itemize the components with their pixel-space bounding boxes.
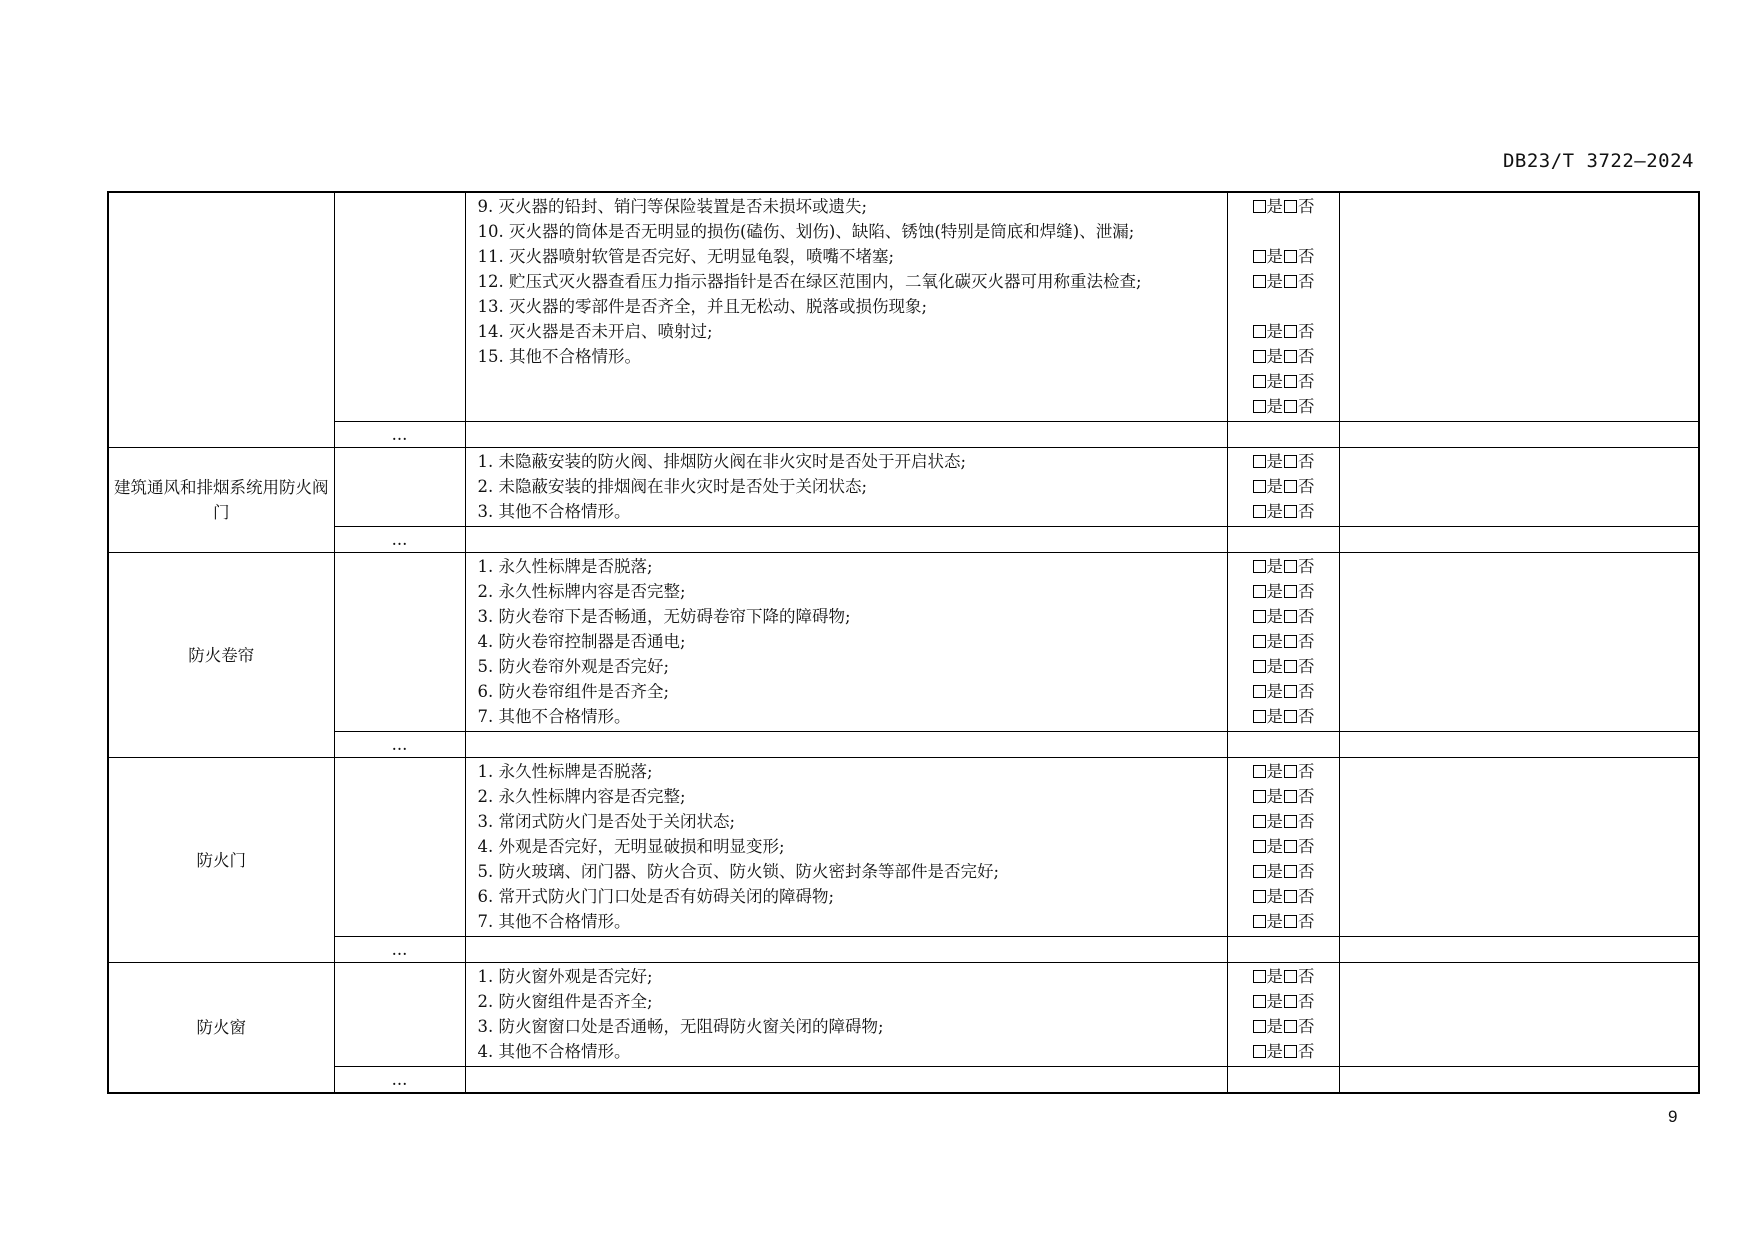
yes-checkbox[interactable]	[1253, 915, 1266, 928]
yes-checkbox[interactable]	[1253, 1045, 1266, 1058]
blank-remarks-cell	[1339, 732, 1699, 758]
yes-checkbox[interactable]	[1253, 200, 1266, 213]
no-checkbox[interactable]	[1284, 635, 1297, 648]
yes-label: 是	[1266, 837, 1283, 856]
yes-checkbox[interactable]	[1253, 250, 1266, 263]
no-label: 否	[1298, 397, 1315, 416]
yes-checkbox[interactable]	[1253, 375, 1266, 388]
yes-label: 是	[1266, 992, 1283, 1011]
yes-no-option	[1228, 449, 1339, 474]
yes-checkbox[interactable]	[1253, 765, 1266, 778]
no-label: 否	[1298, 452, 1315, 471]
yes-no-option	[1228, 859, 1339, 884]
yes-checkbox[interactable]	[1253, 480, 1266, 493]
yes-checkbox[interactable]	[1253, 400, 1266, 413]
yes-no-option	[1228, 194, 1339, 219]
no-checkbox[interactable]	[1284, 275, 1297, 288]
no-label: 否	[1298, 347, 1315, 366]
subitem-ellipsis: ...	[334, 527, 465, 553]
no-checkbox[interactable]	[1284, 995, 1297, 1008]
yes-label: 是	[1266, 762, 1283, 781]
no-checkbox[interactable]	[1284, 765, 1297, 778]
inspection-item: 11. 灭火器喷射软管是否完好、无明显龟裂，喷嘴不堵塞;	[477, 247, 895, 266]
yes-no-option	[1228, 1039, 1339, 1064]
no-label: 否	[1298, 372, 1315, 391]
ellipsis-row	[108, 527, 1699, 553]
section-row	[108, 448, 1699, 527]
yes-label: 是	[1266, 812, 1283, 831]
category-cell: 防火窗	[108, 963, 334, 1094]
no-label: 否	[1298, 967, 1315, 986]
option-spacer	[1228, 294, 1339, 319]
yes-label: 是	[1266, 322, 1283, 341]
no-checkbox[interactable]	[1284, 890, 1297, 903]
no-label: 否	[1298, 887, 1315, 906]
result-options-cell	[1227, 553, 1339, 732]
no-checkbox[interactable]	[1284, 915, 1297, 928]
yes-label: 是	[1266, 582, 1283, 601]
blank-options-cell	[1227, 422, 1339, 448]
no-checkbox[interactable]	[1284, 505, 1297, 518]
yes-label: 是	[1266, 632, 1283, 651]
inspection-items-cell	[465, 192, 1227, 422]
inspection-item: 12. 贮压式灭火器查看压力指示器指针是否在绿区范围内，二氧化碳灭火器可用称重法检查;	[477, 272, 1142, 291]
yes-label: 是	[1266, 607, 1283, 626]
section-row	[108, 963, 1699, 1067]
no-label: 否	[1298, 632, 1315, 651]
subitem-cell	[334, 192, 465, 422]
category-cell: 防火门	[108, 758, 334, 963]
inspection-item: 7. 其他不合格情形。	[477, 707, 631, 726]
yes-checkbox[interactable]	[1253, 995, 1266, 1008]
inspection-item: 3. 防火窗窗口处是否通畅，无阻碍防火窗关闭的障碍物;	[477, 1017, 884, 1036]
yes-no-option	[1228, 834, 1339, 859]
no-checkbox[interactable]	[1284, 350, 1297, 363]
page-number: 9	[1668, 1107, 1678, 1126]
inspection-item: 1. 永久性标牌是否脱落;	[477, 557, 653, 576]
inspection-item: 7. 其他不合格情形。	[477, 912, 631, 931]
inspection-item: 3. 常闭式防火门是否处于关闭状态;	[477, 812, 736, 831]
yes-checkbox[interactable]	[1253, 865, 1266, 878]
yes-checkbox[interactable]	[1253, 610, 1266, 623]
yes-label: 是	[1266, 452, 1283, 471]
option-spacer	[1228, 219, 1339, 244]
yes-label: 是	[1266, 1042, 1283, 1061]
yes-label: 是	[1266, 862, 1283, 881]
yes-no-option	[1228, 884, 1339, 909]
blank-remarks-cell	[1339, 527, 1699, 553]
yes-label: 是	[1266, 657, 1283, 676]
category-cell: 防火卷帘	[108, 553, 334, 758]
no-checkbox[interactable]	[1284, 250, 1297, 263]
no-label: 否	[1298, 247, 1315, 266]
subitem-ellipsis: ...	[334, 732, 465, 758]
yes-label: 是	[1266, 477, 1283, 496]
yes-no-option	[1228, 579, 1339, 604]
checklist-body	[108, 192, 1699, 1093]
yes-no-option	[1228, 344, 1339, 369]
inspection-item: 2. 未隐蔽安装的排烟阀在非火灾时是否处于关闭状态;	[477, 477, 868, 496]
no-checkbox[interactable]	[1284, 790, 1297, 803]
remarks-cell	[1339, 192, 1699, 422]
yes-checkbox[interactable]	[1253, 840, 1266, 853]
no-checkbox[interactable]	[1284, 710, 1297, 723]
no-label: 否	[1298, 837, 1315, 856]
inspection-item: 1. 未隐蔽安装的防火阀、排烟防火阀在非火灾时是否处于开启状态;	[477, 452, 967, 471]
ellipsis-row	[108, 1067, 1699, 1094]
yes-label: 是	[1266, 397, 1283, 416]
no-checkbox[interactable]	[1284, 1045, 1297, 1058]
inspection-item: 3. 防火卷帘下是否畅通，无妨碍卷帘下降的障碍物;	[477, 607, 851, 626]
no-checkbox[interactable]	[1284, 375, 1297, 388]
no-label: 否	[1298, 272, 1315, 291]
no-label: 否	[1298, 862, 1315, 881]
no-label: 否	[1298, 812, 1315, 831]
no-checkbox[interactable]	[1284, 200, 1297, 213]
yes-label: 是	[1266, 887, 1283, 906]
no-checkbox[interactable]	[1284, 1020, 1297, 1033]
yes-checkbox[interactable]	[1253, 660, 1266, 673]
no-label: 否	[1298, 197, 1315, 216]
no-checkbox[interactable]	[1284, 560, 1297, 573]
no-checkbox[interactable]	[1284, 455, 1297, 468]
inspection-item: 2. 永久性标牌内容是否完整;	[477, 787, 686, 806]
yes-checkbox[interactable]	[1253, 455, 1266, 468]
no-label: 否	[1298, 787, 1315, 806]
yes-no-option	[1228, 394, 1339, 419]
yes-checkbox[interactable]	[1253, 890, 1266, 903]
yes-checkbox[interactable]	[1253, 710, 1266, 723]
document-code: DB23/T 3722—2024	[1502, 150, 1694, 172]
no-checkbox[interactable]	[1284, 480, 1297, 493]
no-label: 否	[1298, 607, 1315, 626]
yes-no-option	[1228, 319, 1339, 344]
no-checkbox[interactable]	[1284, 970, 1297, 983]
yes-checkbox[interactable]	[1253, 970, 1266, 983]
yes-no-option	[1228, 989, 1339, 1014]
subitem-cell	[334, 963, 465, 1067]
yes-checkbox[interactable]	[1253, 275, 1266, 288]
yes-label: 是	[1266, 1017, 1283, 1036]
inspection-items-cell	[465, 963, 1227, 1067]
no-checkbox[interactable]	[1284, 685, 1297, 698]
result-options-cell	[1227, 963, 1339, 1067]
subitem-cell	[334, 758, 465, 937]
yes-label: 是	[1266, 247, 1283, 266]
no-label: 否	[1298, 322, 1315, 341]
yes-label: 是	[1266, 502, 1283, 521]
no-checkbox[interactable]	[1284, 400, 1297, 413]
yes-checkbox[interactable]	[1253, 790, 1266, 803]
blank-items-cell	[465, 527, 1227, 553]
inspection-items-cell	[465, 553, 1227, 732]
no-label: 否	[1298, 1017, 1315, 1036]
no-label: 否	[1298, 477, 1315, 496]
yes-checkbox[interactable]	[1253, 685, 1266, 698]
yes-no-option	[1228, 784, 1339, 809]
yes-no-option	[1228, 759, 1339, 784]
inspection-item: 3. 其他不合格情形。	[477, 502, 631, 521]
yes-label: 是	[1266, 347, 1283, 366]
inspection-item: 4. 外观是否完好，无明显破损和明显变形;	[477, 837, 785, 856]
yes-no-option	[1228, 369, 1339, 394]
yes-no-option	[1228, 809, 1339, 834]
subitem-ellipsis: ...	[334, 937, 465, 963]
remarks-cell	[1339, 963, 1699, 1067]
inspection-items-cell	[465, 448, 1227, 527]
yes-no-option	[1228, 269, 1339, 294]
subitem-cell	[334, 553, 465, 732]
yes-checkbox[interactable]	[1253, 585, 1266, 598]
no-label: 否	[1298, 682, 1315, 701]
no-label: 否	[1298, 657, 1315, 676]
yes-no-option	[1228, 909, 1339, 934]
yes-no-option	[1228, 474, 1339, 499]
yes-no-option	[1228, 654, 1339, 679]
no-label: 否	[1298, 762, 1315, 781]
yes-label: 是	[1266, 682, 1283, 701]
no-label: 否	[1298, 707, 1315, 726]
yes-label: 是	[1266, 912, 1283, 931]
blank-options-cell	[1227, 527, 1339, 553]
yes-checkbox[interactable]	[1253, 1020, 1266, 1033]
subitem-ellipsis: ...	[334, 422, 465, 448]
result-options-cell	[1227, 758, 1339, 937]
yes-label: 是	[1266, 372, 1283, 391]
yes-label: 是	[1266, 707, 1283, 726]
remarks-cell	[1339, 448, 1699, 527]
yes-checkbox[interactable]	[1253, 635, 1266, 648]
inspection-item: 2. 永久性标牌内容是否完整;	[477, 582, 686, 601]
no-label: 否	[1298, 557, 1315, 576]
section-row	[108, 758, 1699, 937]
yes-no-option	[1228, 499, 1339, 524]
no-label: 否	[1298, 1042, 1315, 1061]
inspection-item: 4. 其他不合格情形。	[477, 1042, 631, 1061]
yes-label: 是	[1266, 967, 1283, 986]
blank-remarks-cell	[1339, 937, 1699, 963]
inspection-item: 14. 灭火器是否未开启、喷射过;	[477, 322, 713, 341]
yes-label: 是	[1266, 787, 1283, 806]
inspection-item: 9. 灭火器的铅封、销闩等保险装置是否未损坏或遗失;	[477, 197, 868, 216]
no-label: 否	[1298, 912, 1315, 931]
no-checkbox[interactable]	[1284, 815, 1297, 828]
yes-checkbox[interactable]	[1253, 325, 1266, 338]
inspection-items-cell	[465, 758, 1227, 937]
no-label: 否	[1298, 582, 1315, 601]
result-options-cell	[1227, 192, 1339, 422]
inspection-item: 10. 灭火器的筒体是否无明显的损伤(磕伤、划伤)、缺陷、锈蚀(特别是筒底和焊缝)、泄漏;	[477, 222, 1135, 241]
yes-no-option	[1228, 704, 1339, 729]
no-checkbox[interactable]	[1284, 585, 1297, 598]
inspection-item: 6. 常开式防火门门口处是否有妨碍关闭的障碍物;	[477, 887, 835, 906]
inspection-item: 13. 灭火器的零部件是否齐全，并且无松动、脱落或损伤现象;	[477, 297, 928, 316]
no-checkbox[interactable]	[1284, 840, 1297, 853]
section-row	[108, 553, 1699, 732]
blank-options-cell	[1227, 1067, 1339, 1094]
no-checkbox[interactable]	[1284, 325, 1297, 338]
blank-options-cell	[1227, 732, 1339, 758]
blank-remarks-cell	[1339, 422, 1699, 448]
inspection-item: 1. 防火窗外观是否完好;	[477, 967, 653, 986]
remarks-cell	[1339, 553, 1699, 732]
blank-items-cell	[465, 422, 1227, 448]
yes-no-option	[1228, 679, 1339, 704]
subitem-cell	[334, 448, 465, 527]
yes-label: 是	[1266, 197, 1283, 216]
category-cell: 建筑通风和排烟系统用防火阀门	[108, 448, 334, 553]
subitem-ellipsis: ...	[334, 1067, 465, 1094]
blank-remarks-cell	[1339, 1067, 1699, 1094]
blank-items-cell	[465, 732, 1227, 758]
inspection-item: 1. 永久性标牌是否脱落;	[477, 762, 653, 781]
inspection-item: 4. 防火卷帘控制器是否通电;	[477, 632, 686, 651]
yes-no-option	[1228, 964, 1339, 989]
yes-label: 是	[1266, 272, 1283, 291]
yes-no-option	[1228, 554, 1339, 579]
blank-options-cell	[1227, 937, 1339, 963]
blank-items-cell	[465, 937, 1227, 963]
remarks-cell	[1339, 758, 1699, 937]
blank-items-cell	[465, 1067, 1227, 1094]
no-checkbox[interactable]	[1284, 610, 1297, 623]
yes-no-option	[1228, 629, 1339, 654]
yes-label: 是	[1266, 557, 1283, 576]
yes-checkbox[interactable]	[1253, 560, 1266, 573]
yes-no-option	[1228, 604, 1339, 629]
no-checkbox[interactable]	[1284, 865, 1297, 878]
no-label: 否	[1298, 502, 1315, 521]
inspection-item: 2. 防火窗组件是否齐全;	[477, 992, 653, 1011]
ellipsis-row	[108, 422, 1699, 448]
inspection-item: 5. 防火卷帘外观是否完好;	[477, 657, 670, 676]
ellipsis-row	[108, 732, 1699, 758]
inspection-item: 6. 防火卷帘组件是否齐全;	[477, 682, 670, 701]
section-row	[108, 192, 1699, 422]
yes-no-option	[1228, 1014, 1339, 1039]
yes-no-option	[1228, 244, 1339, 269]
inspection-item: 15. 其他不合格情形。	[477, 347, 641, 366]
inspection-item: 5. 防火玻璃、闭门器、防火合页、防火锁、防火密封条等部件是否完好;	[477, 862, 1000, 881]
category-cell	[108, 192, 334, 448]
no-label: 否	[1298, 992, 1315, 1011]
yes-checkbox[interactable]	[1253, 350, 1266, 363]
result-options-cell	[1227, 448, 1339, 527]
yes-checkbox[interactable]	[1253, 505, 1266, 518]
no-checkbox[interactable]	[1284, 660, 1297, 673]
yes-checkbox[interactable]	[1253, 815, 1266, 828]
inspection-checklist-table	[107, 191, 1700, 1094]
ellipsis-row	[108, 937, 1699, 963]
